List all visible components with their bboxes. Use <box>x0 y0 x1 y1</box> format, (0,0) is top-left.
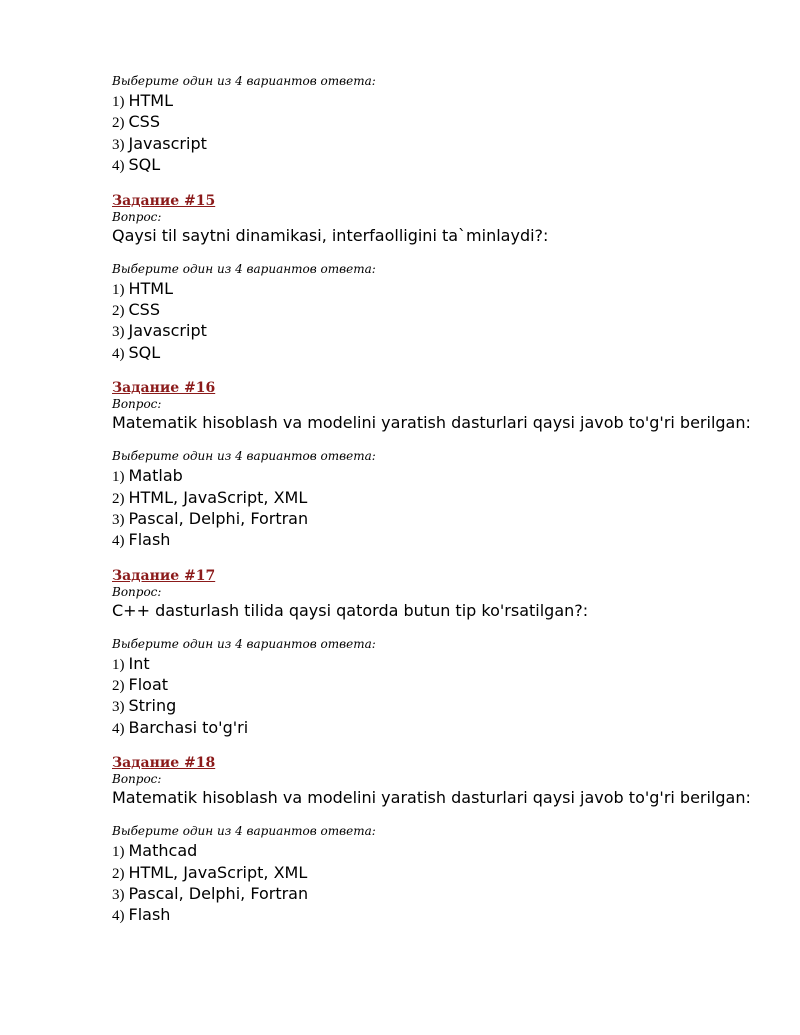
answer-number: 4) <box>112 908 125 925</box>
question-label: Вопрос: <box>112 584 162 599</box>
answer-list <box>112 653 772 739</box>
task-title[interactable]: Задание #18 <box>112 755 216 772</box>
answer-text: Flash <box>128 905 171 925</box>
answer-number: 2) <box>112 302 125 319</box>
answer-text: Matlab <box>128 466 183 486</box>
question-text: Matematik hisoblash va modelini yaratish dasturlari qaysi javob to'g'ri berilgan: <box>112 788 751 808</box>
answer-option <box>112 695 772 716</box>
answer-text: CSS <box>128 299 160 319</box>
answer-list <box>112 90 772 176</box>
answer-option <box>112 904 772 925</box>
answer-number: 1) <box>112 656 125 673</box>
answer-option <box>112 465 772 486</box>
answer-text: Int <box>128 653 150 673</box>
answer-text: String <box>128 696 177 716</box>
answer-text: Pascal, Delphi, Fortran <box>128 884 309 904</box>
answer-number: 1) <box>112 94 125 110</box>
answer-text: SQL <box>128 155 161 175</box>
answer-number: 4) <box>112 345 125 362</box>
answer-list <box>112 840 772 926</box>
answer-text: Barchasi to'g'ri <box>128 717 249 737</box>
answer-option <box>112 111 772 132</box>
answer-list <box>112 465 772 551</box>
answer-option <box>112 154 772 175</box>
answer-number: 2) <box>112 865 125 882</box>
question-text: C++ dasturlash tilida qaysi qatorda butun tip ko'rsatilgan?: <box>112 600 589 620</box>
answer-number: 3) <box>112 511 125 528</box>
answer-number: 4) <box>112 720 125 737</box>
answer-option <box>112 278 772 299</box>
answer-option <box>112 90 772 111</box>
task-17 <box>112 567 772 739</box>
task-title[interactable]: Задание #16 <box>112 380 216 397</box>
task-16 <box>112 379 772 551</box>
answer-text: HTML, JavaScript, XML <box>128 862 308 882</box>
task-14-answers-block <box>112 72 772 176</box>
answer-option <box>112 717 772 738</box>
answer-text: Pascal, Delphi, Fortran <box>128 508 309 528</box>
answer-option <box>112 487 772 508</box>
answer-number: 3) <box>112 324 125 341</box>
answer-text: SQL <box>128 342 161 362</box>
answer-option <box>112 674 772 695</box>
answer-option <box>112 342 772 363</box>
document-page <box>112 72 772 926</box>
answer-number: 2) <box>112 490 125 507</box>
answer-text: Flash <box>128 530 171 550</box>
answer-number: 1) <box>112 281 125 298</box>
answer-prompt: Выберите один из 4 вариантов ответа: <box>112 74 376 88</box>
answer-number: 3) <box>112 887 125 904</box>
task-18 <box>112 754 772 926</box>
answer-option <box>112 840 772 861</box>
answer-prompt: Выберите один из 4 вариантов ответа: <box>112 636 376 651</box>
answer-text: Float <box>128 675 169 695</box>
answer-option <box>112 862 772 883</box>
answer-text: CSS <box>128 112 160 132</box>
answer-prompt: Выберите один из 4 вариантов ответа: <box>112 261 376 276</box>
answer-number: 1) <box>112 844 125 861</box>
answer-number: 1) <box>112 469 125 486</box>
answer-option <box>112 320 772 341</box>
answer-text: HTML, JavaScript, XML <box>128 487 308 507</box>
answer-text: Javascript <box>128 133 207 153</box>
answer-number: 2) <box>112 678 125 695</box>
answer-number: 4) <box>112 158 125 175</box>
answer-option <box>112 653 772 674</box>
answer-text: Mathcad <box>128 841 198 861</box>
answer-text: HTML <box>128 278 174 298</box>
answer-option <box>112 529 772 550</box>
answer-option <box>112 299 772 320</box>
answer-list <box>112 278 772 364</box>
answer-number: 2) <box>112 115 125 132</box>
task-15 <box>112 192 772 364</box>
answer-number: 3) <box>112 699 125 716</box>
answer-option <box>112 508 772 529</box>
question-label: Вопрос: <box>112 209 162 224</box>
task-title[interactable]: Задание #15 <box>112 192 216 209</box>
answer-number: 3) <box>112 136 125 153</box>
question-text: Qaysi til saytni dinamikasi, interfaolligini ta`minlaydi?: <box>112 225 549 245</box>
answer-prompt: Выберите один из 4 вариантов ответа: <box>112 449 376 464</box>
task-title[interactable]: Задание #17 <box>112 567 216 584</box>
answer-prompt: Выберите один из 4 вариантов ответа: <box>112 824 376 839</box>
answer-number: 4) <box>112 533 125 550</box>
answer-text: Javascript <box>128 321 207 341</box>
question-text: Matematik hisoblash va modelini yaratish dasturlari qaysi javob to'g'ri berilgan: <box>112 413 751 433</box>
answer-option <box>112 133 772 154</box>
question-label: Вопрос: <box>112 772 162 787</box>
question-label: Вопрос: <box>112 397 162 412</box>
answer-option <box>112 883 772 904</box>
answer-text: HTML <box>128 91 174 110</box>
